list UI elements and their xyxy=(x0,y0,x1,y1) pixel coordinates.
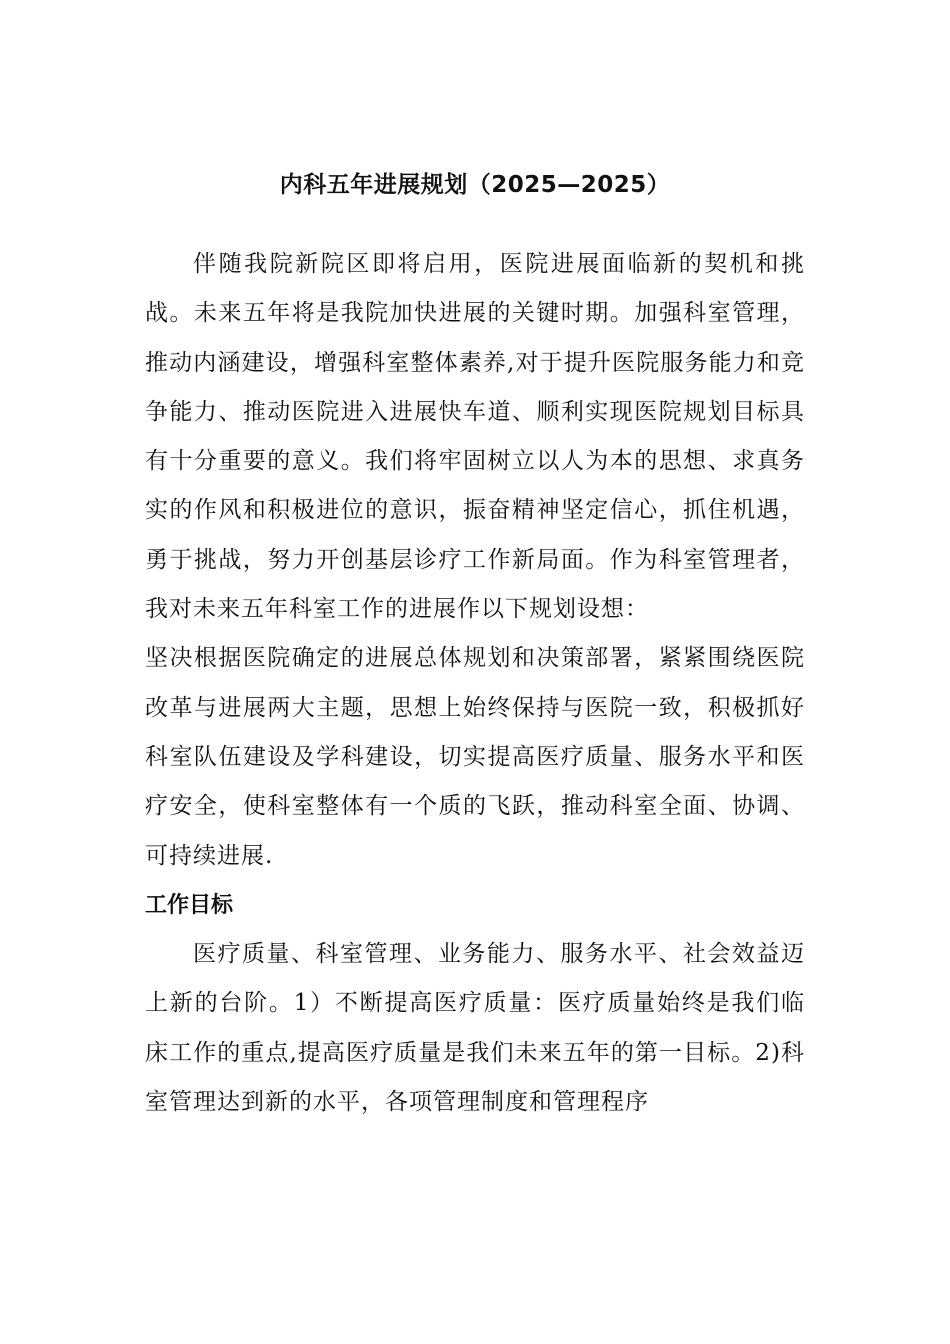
intro-paragraph: 伴随我院新院区即将启用，医院进展面临新的契机和挑战。未来五年将是我院加快进展的关键时期。加强科室管理，推动内涵建设，增强科室整体素养,对于提升医院服务能力和竞争能力、推动医院进入进展快车道、顺利实现医院规划目标具有十分重要的意义。我们将牢固树立以人为本的思想、求真务实的作风和积极进位的意识，振奋精神坚定信心，抓住机遇，勇于挑战，努力开创基层诊疗工作新局面。作为科室管理者，我对未来五年科室工作的进展作以下规划设想： xyxy=(145,251,805,623)
goals-paragraph: 医疗质量、科室管理、业务能力、服务水平、社会效益迈上新的台阶。1）不断提高医疗质量：医疗质量始终是我们临床工作的重点,提高医疗质量是我们未来五年的第一目标。2)科室管理达到新的水平，各项管理制度和管理程序 xyxy=(145,941,805,1116)
goals-heading: 工作目标 xyxy=(145,892,234,918)
document-body xyxy=(145,240,805,1127)
document-title: 内科五年进展规划（2025—2025） xyxy=(279,172,671,199)
guideline-paragraph: 坚决根据医院确定的进展总体规划和决策部署，紧紧围绕医院改革与进展两大主题，思想上始终保持与医院一致，积极抓好科室队伍建设及学科建设，切实提高医疗质量、服务水平和医疗安全，使科室整体有一个质的飞跃，推动科室全面、协调、可持续进展. xyxy=(145,645,805,869)
